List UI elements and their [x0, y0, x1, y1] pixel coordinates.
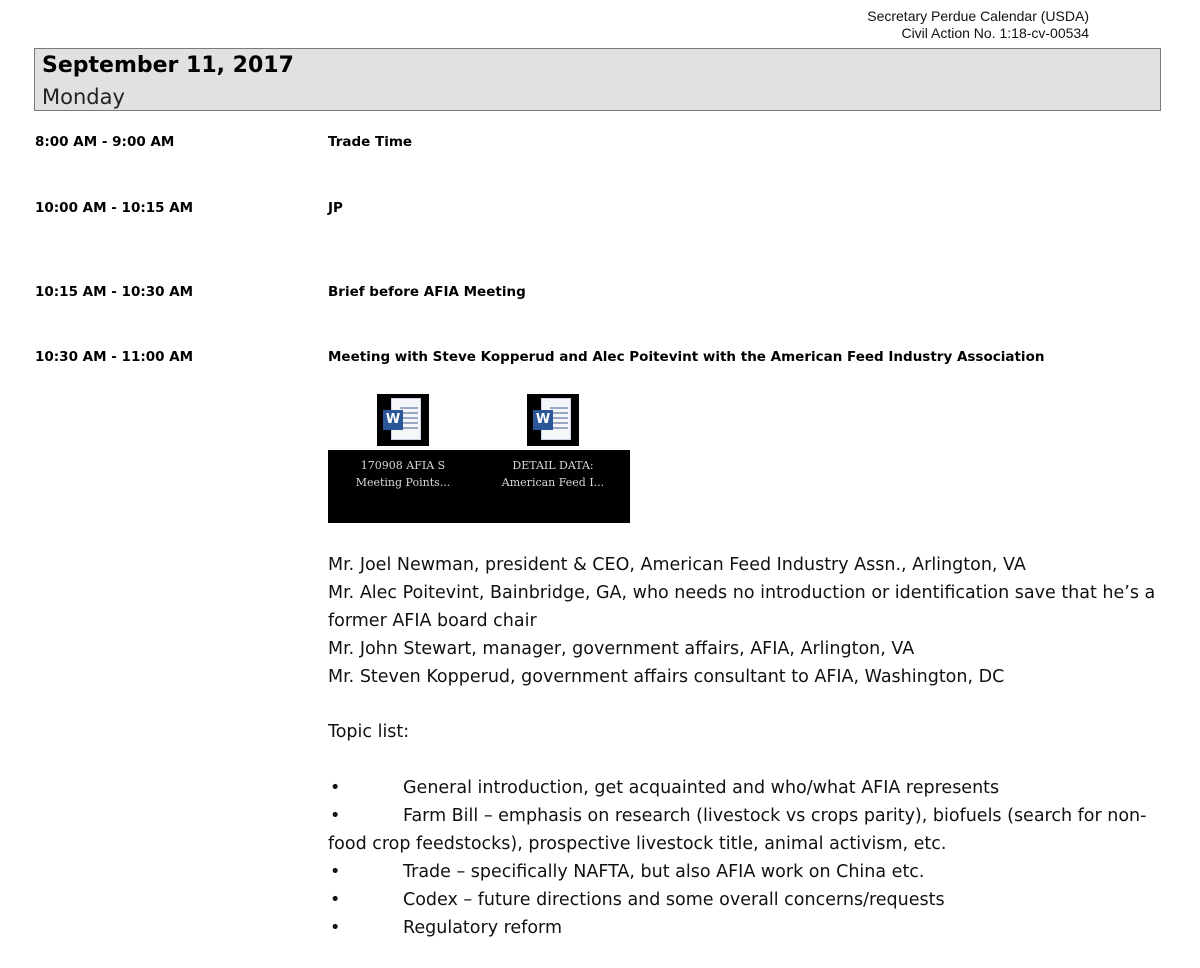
attendee-line: Mr. Steven Kopperud, government affairs consultant to AFIA, Washington, DC — [328, 667, 1005, 687]
attendee-line: Mr. John Stewart, manager, government affairs, AFIA, Arlington, VA — [328, 639, 915, 659]
event-title: Brief before AFIA Meeting — [328, 284, 526, 300]
attachment-caption[interactable]: DETAIL DATA: American Feed I... — [501, 459, 605, 489]
attendee-line: Mr. Alec Poitevint, Bainbridge, GA, who needs no introduction or identification save that he’s a former AFIA board chair — [328, 583, 1156, 631]
word-document-icon[interactable]: W — [377, 394, 429, 446]
bullet-icon: • — [330, 918, 341, 938]
topic-item: • Farm Bill – emphasis on research (livestock vs crops parity), biofuels (search for non-food crop feedstocks), prospective livestock title, animal activism, etc. — [328, 802, 1158, 858]
bullet-icon: • — [330, 890, 341, 910]
topic-list — [328, 774, 1158, 942]
event-time: 8:00 AM - 9:00 AM — [35, 134, 175, 150]
attachment-captions — [328, 450, 630, 523]
event-title: Trade Time — [328, 134, 413, 150]
attendee-line: Mr. Joel Newman, president & CEO, American Feed Industry Assn., Arlington, VA — [328, 555, 1026, 575]
attachment-caption[interactable]: 170908 AFIA S Meeting Points... — [355, 459, 451, 489]
day-header — [34, 48, 1161, 111]
topic-list-heading: Topic list: — [328, 722, 410, 742]
event-title: Meeting with Steve Kopperud and Alec Poitevint with the American Feed Industry Association — [328, 349, 1045, 365]
bullet-icon: • — [330, 862, 341, 882]
civil-action-number: Civil Action No. 1:18-cv-00534 — [901, 25, 1089, 41]
topic-item: • Codex – future directions and some overall concerns/requests — [328, 886, 1158, 914]
topic-item: • General introduction, get acquainted and who/what AFIA represents — [328, 774, 1158, 802]
event-title: JP — [328, 200, 343, 216]
event-time: 10:30 AM - 11:00 AM — [35, 349, 194, 365]
weekday-label: Monday — [42, 85, 125, 109]
calendar-source: Secretary Perdue Calendar (USDA) — [867, 8, 1089, 24]
event-time: 10:15 AM - 10:30 AM — [35, 284, 194, 300]
event-time: 10:00 AM - 10:15 AM — [35, 200, 194, 216]
attachment-group — [328, 394, 630, 523]
document-header — [867, 8, 1089, 42]
word-document-icon[interactable]: W — [527, 394, 579, 446]
topic-item: • Trade – specifically NAFTA, but also AFIA work on China etc. — [328, 858, 1158, 886]
topic-item: • Regulatory reform — [328, 914, 1158, 942]
bullet-icon: • — [330, 778, 341, 798]
attendee-list — [328, 551, 1158, 691]
bullet-icon: • — [330, 806, 341, 826]
date-heading: September 11, 2017 — [42, 53, 294, 78]
